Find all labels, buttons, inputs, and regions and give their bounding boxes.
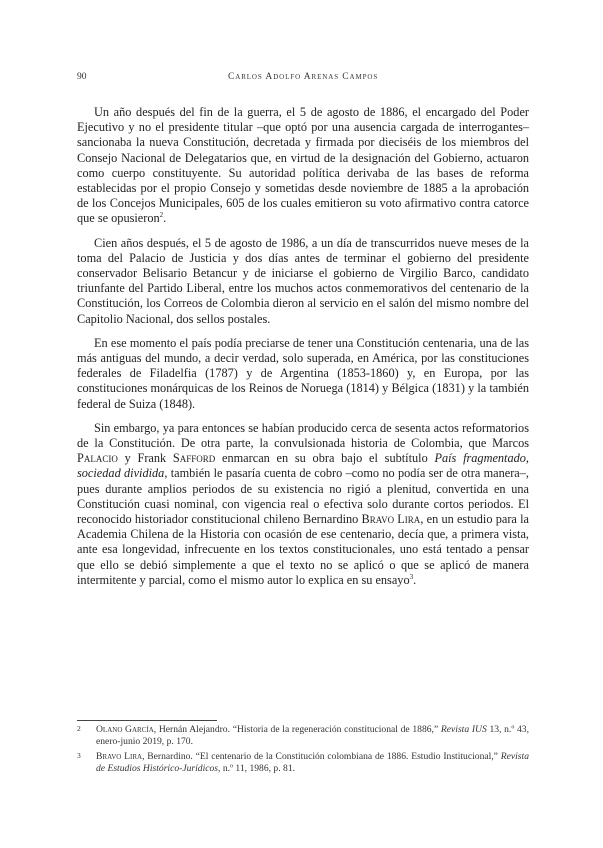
paragraph: Sin embargo, ya para entonces se habían producido cerca de sesenta actos reformatorios de la Constitución. De otra parte, la convulsionada historia de Colombia, que Marcos Palacio y Frank Safford enmarcan en su obra bajo el subtítulo País fragmentado, sociedad dividida, también le pasaría cuenta de cobro –como no podía ser de otra manera–, pues durante amplios periodos de su existencia no rigió a plenitud, convertida en una Constitución cuasi nominal, con vigencia real o efectiva solo durante cortos periodos. El reconocido historiador constitucional chileno Bernardino Bravo Lira, en un estudio para la Academia Chilena de la Historia con ocasión de ese centenario, decía que, a primera vista, ante esa longevidad, infrecuente en los textos constitucionales, uno está tentado a pensar que ello se debió simplemente a que el texto no se aplicó o que se aplicó de manera intermitente y parcial, como el mismo autor lo explica en su ensayo$^3$.	[77, 420, 529, 587]
paragraph-text: enmarcan en su obra bajo el subtítulo	[215, 451, 435, 466]
footnote-journal: Revista IUS	[440, 724, 487, 735]
footnote-text: , Hernán Alejandro. “Historia de la regeneración constitucional de 1886,”	[153, 724, 441, 735]
paragraph-text: Cien años después, el 5 de agosto de 1986, a un día de transcurridos nueve meses de la toma del Palacio de Justicia y dos días antes de terminar el gobierno del presidente conservador Belisario Betancur y de iniciarse el gobierno de Virgilio Barco, candidato triunfante del Partido Liberal, entre los muchos actos conmemorativos del centenario de la Constitución, los Correos de Colombia dieron al servicio en el salón del mismo nombre del Capitolio Nacional, dos sellos postales.	[77, 235, 529, 326]
footnote-text: , n.º 11, 1986, p. 81.	[218, 763, 296, 774]
running-head: Carlos Adolfo Arenas Campos	[228, 72, 379, 82]
paragraph-text: Sin embargo, ya para entonces se habían producido cerca de sesenta actos reformatorios de la Constitución. De otra parte, la convulsionada historia de Colombia, que Marcos	[77, 420, 529, 451]
paragraph-text: , también le pasaría cuenta de cobro –como no podía ser de otra manera–, pues durante amplios periodos de su existencia no rigió a plenitud, convertida en una Constitución cuasi nominal, con vigencia real o efectiva solo durante cortos periodos. El reconocido historiador constitucional chileno Bernardino	[77, 466, 529, 527]
body-text	[77, 105, 529, 597]
footnote-author: Olano García	[96, 724, 154, 735]
footnote-author: Bravo Lira	[96, 751, 143, 762]
paragraph	[77, 336, 529, 412]
footnote-ref[interactable]: 2	[159, 211, 164, 220]
footnote-ref[interactable]: 3	[409, 572, 414, 581]
book-subtitle: País fragmentado, sociedad dividida	[77, 451, 529, 481]
paragraph-text: y Frank	[117, 451, 173, 466]
footnote-journal: Revista de Estudios Histórico-Jurídicos	[96, 751, 529, 774]
paragraph-text: En ese momento el país podía preciarse de tener una Constitución centenaria, una de las más antiguas del mundo, a decir verdad, solo superada, en América, por las constituciones federales de Filadelfia (1787) y de Argentina (1853-1860) y, en Europa, por las constituciones monárquicas de los Reinos de Noruega (1814) y Bélgica (1831) y la también federal de Suiza (1848).	[77, 335, 529, 411]
paragraph-text: Un año después del fin de la guerra, el 5 de agosto de 1886, el encargado del Poder Ejecutivo y no el presidente titular –que optó por una ausencia cargada de interrogantes– sancionaba la nueva Constitución, decretada y firmada por dieciséis de los miembros del Consejo Nacional de Delegatarios que, en virtud de la designación del Gobierno, actuaron como cuerpo constituyente. Su autoridad política derivaba de las bases de reforma establecidas por el propio Consejo y sometidas desde noviembre de 1885 a la aprobación de los Concejos Municipales, 605 de los cuales emitieron su voto afirmativo contra catorce que se opusieron	[77, 105, 529, 226]
footnote-divider	[77, 720, 217, 721]
paragraph: Un año después del fin de la guerra, el 5 de agosto de 1886, el encargado del Poder Ejecutivo y no el presidente titular –que optó por una ausencia cargada de interrogantes– sancionaba la nueva Constitución, decretada y firmada por dieciséis de los miembros del Consejo Nacional de Delegatarios que, en virtud de la designación del Gobierno, actuaron como cuerpo constituyente. Su autoridad política derivaba de las bases de reforma establecidas por el propio Consejo y sometidas desde noviembre de 1885 a la aprobación de los Concejos Municipales, 605 de los cuales emitieron su voto afirmativo contra catorce que se opusieron$^2$.	[77, 105, 529, 226]
author-name: Palacio	[77, 451, 118, 466]
footnotes	[77, 724, 529, 778]
paragraph	[77, 236, 529, 327]
paragraph-text: , en un estudio para la Academia Chilena de la Historia con ocasión de ese centenario, decía que, a primera vista, ante esa longevidad, infrecuente en los textos constitucionales, uno está tentado a pensar que ello se debió simplemente a que el texto no se aplicó o que se aplicó de manera intermitente y parcial, como el mismo autor lo explica en su ensayo	[77, 512, 529, 587]
footnote	[77, 724, 529, 748]
footnote-text: 13, n.º 43, enero-junio 2019, p. 170.	[96, 724, 529, 747]
page-number: 90	[77, 72, 87, 82]
footnote-number: 2	[77, 724, 81, 733]
footnote-text: , Bernardino. “El centenario de la Constitución colombiana de 1886. Estudio Institucional,”	[142, 751, 501, 762]
footnote	[77, 751, 529, 775]
footnote-number: 3	[77, 751, 81, 760]
page-header	[77, 72, 529, 86]
author-name: Bravo Lira	[361, 512, 421, 527]
author-name: Safford	[172, 451, 216, 466]
